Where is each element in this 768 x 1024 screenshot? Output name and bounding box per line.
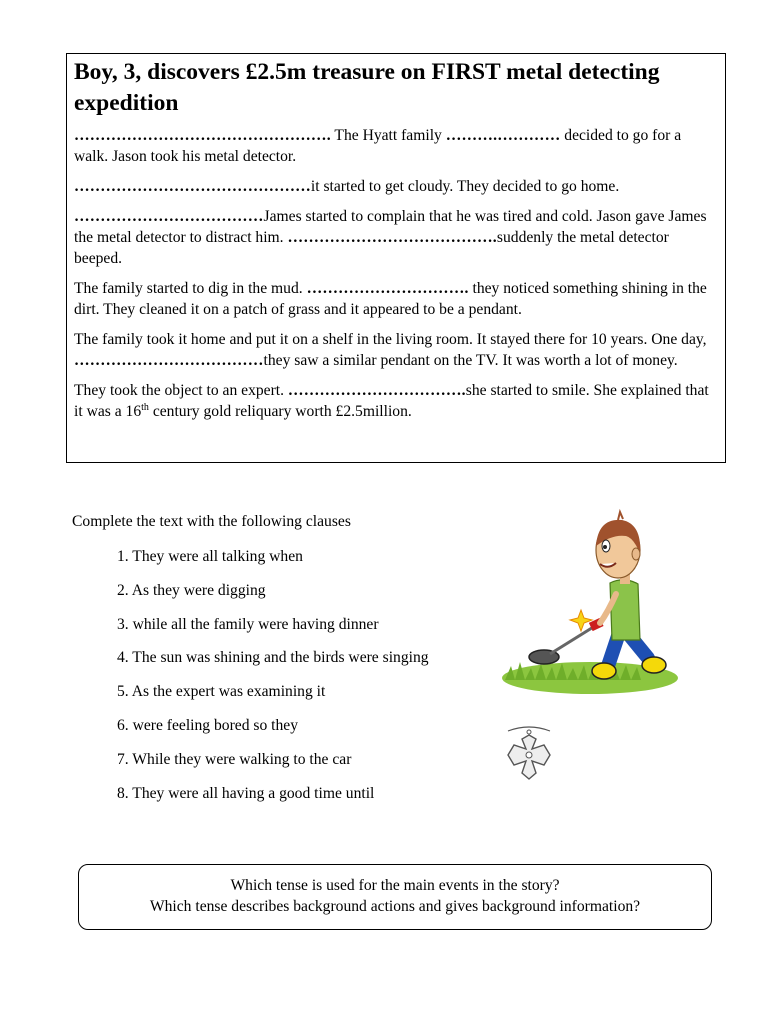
story-box	[66, 53, 726, 463]
instructions: Complete the text with the following clauses	[72, 513, 351, 530]
blank: ……….…………	[445, 127, 561, 144]
story-paragraph-2: ………………………………………it started to get cloudy. They decided to go home.	[74, 178, 620, 195]
cross-pendant-icon	[500, 725, 558, 787]
clause-item: 8. They were all having a good time until	[117, 784, 375, 802]
story-paragraph-3: ………………………………James started to complain that he was tired and cold. Jason gave James the metal detector to distract him. ………………………………….suddenly the metal detector beeped.	[74, 208, 707, 267]
blank: ………………………………………….	[74, 127, 331, 144]
story-paragraph-5: The family took it home and put it on a shelf in the living room. It stayed there for 10 years. One day, ………………………………they saw a similar pendant on the TV. It was worth a lot of money.	[74, 331, 707, 369]
clause-item: 1. They were all talking when	[117, 548, 303, 565]
blank: …………………………….	[287, 382, 466, 399]
blank: ………………………….	[306, 280, 469, 297]
story-paragraph-1: …………………………………………. The Hyatt family ……….………… decided to go for a walk. Jason took his metal detector.	[74, 127, 682, 165]
boy-with-metal-detector-illustration	[500, 508, 680, 698]
blank: ………………………………….	[287, 229, 497, 246]
clause-item: 7. While they were walking to the car	[117, 750, 352, 768]
blank: ………………………………	[74, 352, 264, 369]
blank: ………………………………	[74, 208, 264, 225]
story-paragraph-4: The family started to dig in the mud. …………………………. they noticed something shining in the dirt. They cleaned it on a patch of grass and it appeared to be a pendant.	[74, 280, 707, 318]
clause-item: 5. As the expert was examining it	[117, 683, 326, 701]
questions-box	[78, 864, 712, 930]
story-paragraph-6: They took the object to an expert. …………………………….she started to smile. She explained that it was a 16th century gold reliquary worth £2.5million.	[74, 382, 709, 420]
clause-list	[117, 547, 429, 817]
story-title: Boy, 3, discovers £2.5m treasure on FIRST metal detecting expedition	[74, 59, 660, 116]
question-1: Which tense is used for the main events in the story?	[230, 877, 560, 894]
clause-item: 2. As they were digging	[117, 581, 266, 599]
question-2: Which tense describes background actions and gives background information?	[149, 898, 641, 915]
clause-item: 4. The sun was shining and the birds were singing	[117, 649, 429, 667]
clause-item: 3. while all the family were having dinner	[117, 615, 379, 633]
clause-item: 6. were feeling bored so they	[117, 716, 298, 734]
blank: ………………………………………	[74, 178, 311, 195]
